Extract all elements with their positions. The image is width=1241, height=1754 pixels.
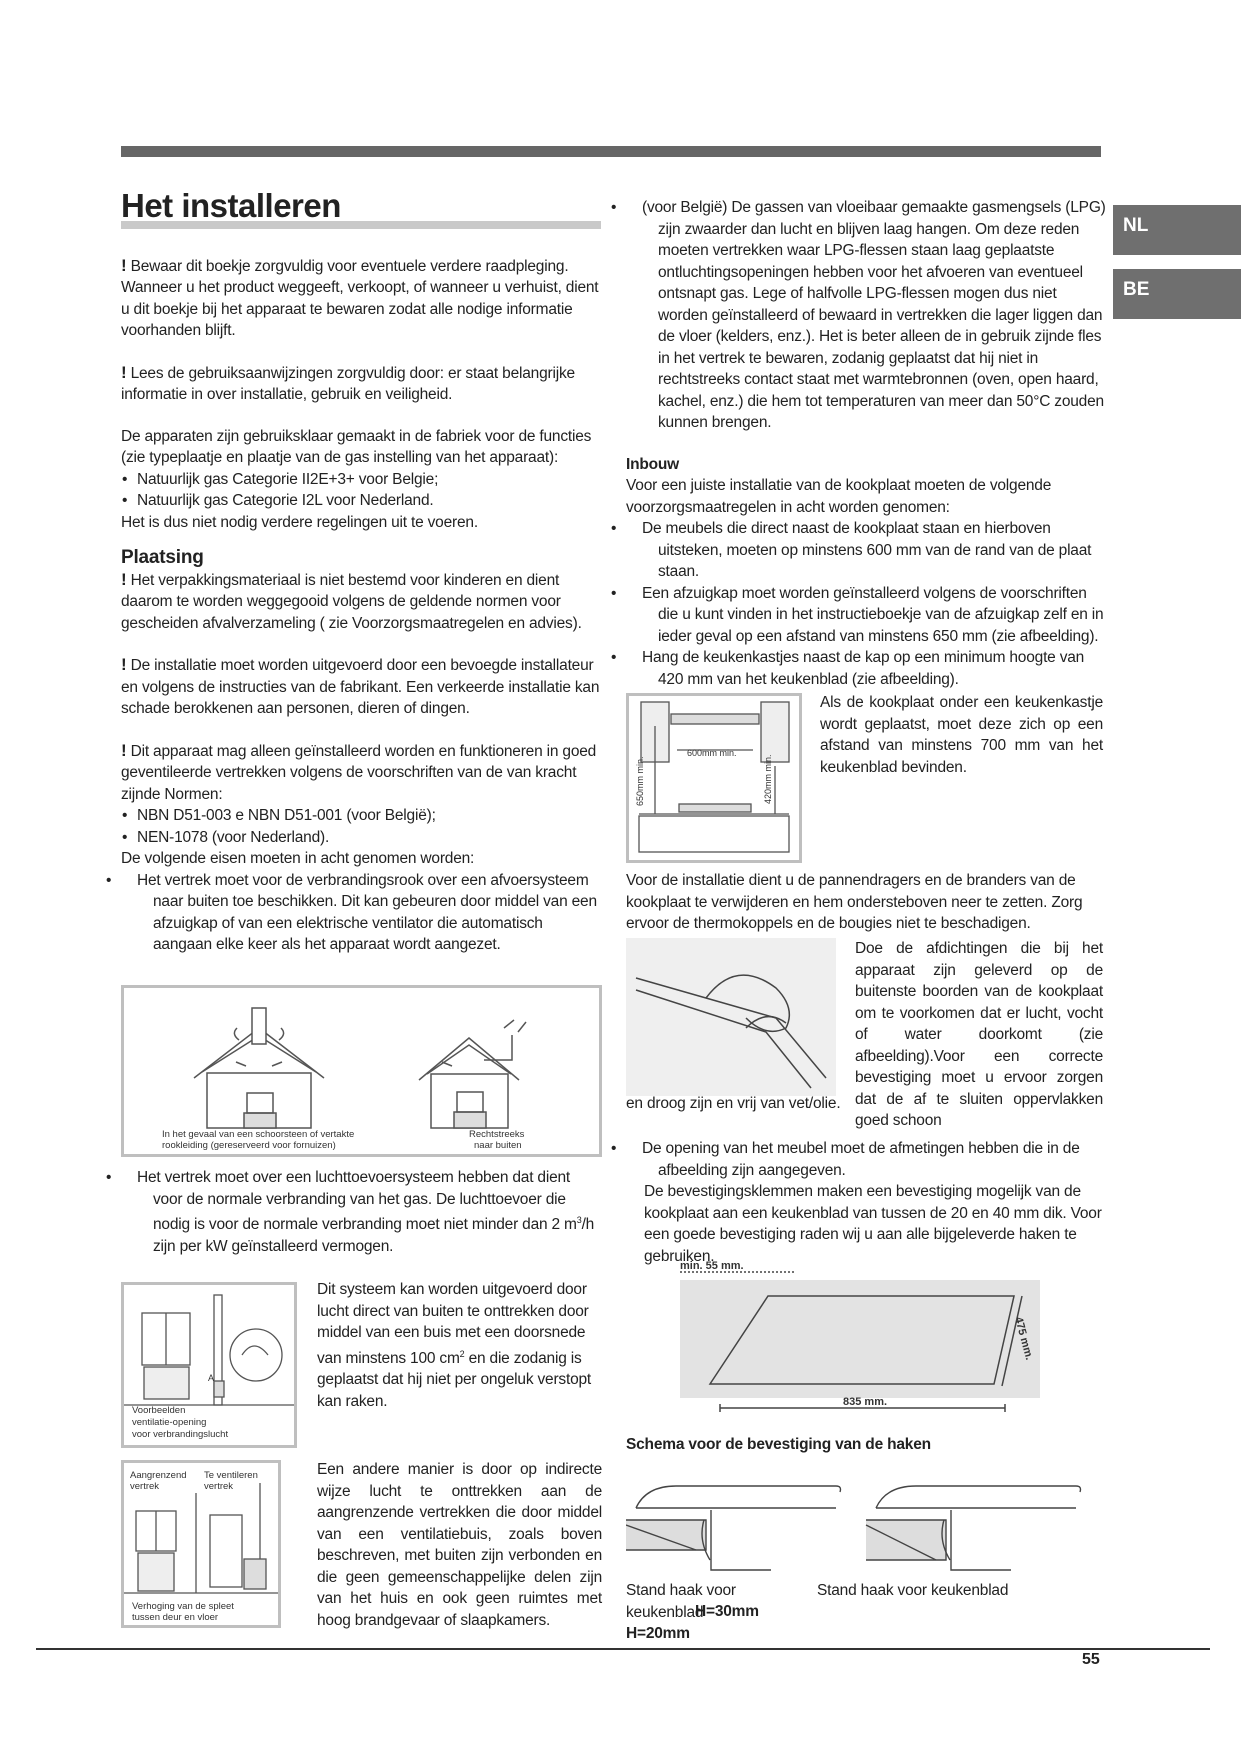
tab-nl[interactable]: NL [1113,205,1241,255]
list-item: • De meubels die direct naast de kookplaat staan en hierboven uitsteken, moeten op minstens 600 mm van de rand van de plaat staan. [626,518,1106,583]
dim-475: 475 mm. [1012,1315,1036,1362]
haak-right: Stand haak voor keukenblad [817,1582,1009,1599]
label-420mm: 420mm min. [763,754,773,804]
fig1-caption-left-1: In het gevaal van een schoorsteen of vertakte [162,1129,355,1140]
fig2-caption-2: ventilatie-opening [132,1417,207,1428]
list-item: • NEN-1078 (voor Nederland). [121,827,601,849]
pannen-text: Voor de installatie dient u de pannendragers en de branders van de kookplaat te verwijderen en hem ondersteboven neer te zetten. Zorg ervoor de thermokoppels en de bougies niet te beschadigen. [626,872,1083,932]
fig3-caption-1: Verhoging van de spleet [132,1601,234,1612]
page-number: 55 [1082,1651,1100,1668]
plaatsing-p3: ! Dit apparaat mag alleen geïnstalleerd worden en funktioneren in goed geventileerde vertrekken volgens de voorschriften van de van kracht zijnde Normen: [121,740,597,803]
houses-illustration [124,988,599,1154]
right-column [626,197,1106,690]
list-item: • Natuurlijk gas Categorie I2L voor Nederland. [121,490,601,512]
ventilation-opening-figure [121,1282,297,1448]
list-item: • De opening van het meubel moet de afmetingen hebben die in de afbeelding zijn aangegeven. [626,1138,1106,1181]
list-item: • Het vertrek moet voor de verbrandingsrook over een afvoersysteem naar buiten toe beschikken. Dit kan gebeuren door middel van een afzuigkap of van een elektrische ventilator die automatisch aangaan elke keer als het apparaat wordt aangezet. [121,870,601,956]
dim-835: 835 mm. [843,1396,888,1408]
window-wall-illustration [124,1285,294,1445]
cutout-figure [660,1258,1060,1418]
list-item: • Het vertrek moet over een luchttoevoersysteem hebben dat dient voor de normale verbranding van het gas. De luchttoevoer die nodig is voor de normale verbranding moet niet minder dan 2 $m^3/h$ zijn per kW geïnstalleerd vermogen. [121,1167,601,1257]
schema-title: Schema voor de bevestiging van de haken [626,1436,931,1453]
dim-min: min. 55 mm. [680,1260,744,1272]
fig3-label-right-2: vertrek [204,1481,234,1492]
fig1-caption-left-2: rookleiding (gereserveerd voor fornuizen) [162,1140,336,1151]
eis2-block [121,1167,601,1257]
hooks-illustration [626,1470,1106,1580]
seal-figure [626,938,836,1096]
fig1-caption-right-1: Rechtstreeks [469,1129,525,1140]
afdichting-text: Doe de afdichtingen die bij het apparaat zijn geleverd op de buitenste boorden van de kookplaat om te voorkomen dat er lucht, vocht of water doorkomt (zie afbeelding).Voor een correcte bevestiging moet u ervoor zorgen dat de af te sluiten oppervlakken goed schoon [855,940,1103,1129]
apparaten-text: De apparaten zijn gebruiksklaar gemaakt in de fabriek voor de functies (zie typeplaatje en plaatje van de gas instelling van het apparaat): [121,427,592,466]
fig2-caption-1: Voorbeelden [132,1405,186,1416]
cutout-illustration [660,1258,1060,1418]
list-item: • Hang de keukenkastjes naast de kap op een minimum hoogte van 420 mm van het keukenblad (zie afbeelding). [626,647,1106,690]
top-rule [121,146,1101,157]
hood-illustration [629,696,799,860]
fig3-text: Een andere manier is door op indirecte wijze lucht te onttrekken aan de aangrenzende vertrekken die door middel van een ventilatiebuis, zoals boven beschreven, met buiten zijn verbonden en die geen gemeenschappelijke delen zijn van het huis en ook geen ruimtes met hoog brandgevaar of slaapkamers. [317,1461,602,1629]
tab-be[interactable]: BE [1113,269,1241,319]
adjacent-room-illustration [124,1463,278,1625]
lpg-item: • (voor België) De gassen van vloeibaar gemaakte gasmengsels (LPG) zijn zwaarder dan lucht en blijven laag hangen. Om deze reden moeten vertrekken waar LPG-flessen staan laag geplaatste ontluchtingsopeningen hebben voor het afvoeren van eventueel ontsnapt gas. Lege of halfvolle LPG-flessen mogen dus niet worden geïnstalleerd of bewaard in vertrekken die lager liggen dan de vloer (kelders, enz.). Het is beter alleen de in gebruik zijnde fles in het vertrek te bewaren, zodanig geplaatst dat hij niet in rechtstreeks contact staat met warmtebronnen (oven, open haard, kachel, enz.) die hem tot temperaturen van meer dan 50°C zouden kunnen brengen. [626,197,1106,434]
inbouw-heading: Inbouw [626,455,680,473]
list-item: • NBN D51-003 e NBN D51-001 (voor België); [121,805,601,827]
kastje-text: Als de kookplaat onder een keukenkastje wordt geplaatst, moet deze zich op een afstand van minstens 700 mm van het keukenblad bevinden. [820,694,1103,776]
apparaten-after: Het is dus niet nodig verdere regelingen uit te voeren. [121,513,478,531]
inbouw-list [626,518,1106,690]
intro-warning-2: ! Lees de gebruiksaanwijzingen zorgvuldig door: er staat belangrijke informatie in over installatie, gebruik en veiligheid. [121,362,575,403]
klemmen-text: De bevestigingsklemmen maken een bevestiging mogelijk van de kookplaat aan een keukenblad van tussen de 20 en 40 mm dik. Voor een goede bevestiging raden wij u aan alle bijgeleverde haken te gebruiken. [644,1183,1102,1265]
hood-distance-figure [626,693,802,863]
haak-right-h: H=30mm [695,1603,759,1620]
language-tabs [1113,205,1241,333]
list-item: • Natuurlijk gas Categorie II2E+3+ voor Belgie; [121,469,601,491]
fig3-label-left-1: Aangrenzend [130,1470,187,1481]
fig3-caption-2: tussen deur en vloer [132,1612,219,1623]
inbouw-intro: Voor een juiste installatie van de kookplaat moeten de volgende voorzorgsmaatregelen in acht worden genomen: [626,477,1052,516]
label-600mm: 600mm min. [687,748,737,758]
label-650mm: 650mm min. [635,756,645,806]
fig2-caption-3: voor verbrandingslucht [132,1429,229,1440]
fig3-label-left-2: vertrek [130,1481,160,1492]
normen-list [121,805,601,848]
eisen-list [121,870,601,956]
opening-block [626,1138,1106,1267]
adjacent-room-figure [121,1460,281,1628]
fig1-caption-right-2: naar buiten [474,1140,522,1151]
plaatsing-p1: ! Het verpakkingsmateriaal is niet bestemd voor kinderen en dient daarom te worden weggegooid volgens de geldende normen voor gescheiden afvalverzameling ( zie Voorzorgsmaatregelen en advies). [121,569,582,632]
bottom-rule [36,1648,1210,1650]
page-title: Het installeren [121,195,601,229]
haak-left: Stand haak voor keukenblad H=20mm [626,1582,736,1642]
left-column [121,187,601,956]
afdichting-end: en droog zijn en vrij van vet/olie. [626,1095,841,1112]
eisen-intro: De volgende eisen moeten in acht genomen worden: [121,850,475,867]
list-item: • Een afzuigkap moet worden geïnstalleerd volgens de voorschriften die u kunt vinden in het instructieboekje van de afzuigkap zelf en in ieder geval op een afstand van minstens 650 mm (zie afbeelding). [626,583,1106,648]
label-a: A [208,1373,215,1383]
ventilation-figure [121,985,602,1157]
hooks-figure [626,1470,1106,1580]
gas-list [121,469,601,512]
plaatsing-p2: ! De installatie moet worden uitgevoerd door een bevoegde installateur en volgens de instructies van de fabrikant. Een verkeerde installatie kan schade berokkenen aan personen, dieren of dingen. [121,655,600,717]
fig2-text: Dit systeem kan worden uitgevoerd door lucht direct van buiten te onttrekken door middel van een buis met een doorsnede van minstens 100 $cm^2$ en die zodanig is geplaatst dat hij niet per ongeluk verstopt kan raken. [317,1281,592,1410]
intro-warning-1: ! Bewaar dit boekje zorgvuldig voor eventuele verdere raadpleging. Wanneer u het product weggeeft, verkoopt, of wanneer u verhuist, dient u dit boekje bij het apparaat te bewaren zodat alle nodige informatie voorhanden blijft. [121,255,599,339]
fig3-label-right-1: Te ventileren [204,1470,258,1481]
plaatsing-heading: Plaatsing [121,547,204,568]
seal-illustration [626,938,836,1096]
